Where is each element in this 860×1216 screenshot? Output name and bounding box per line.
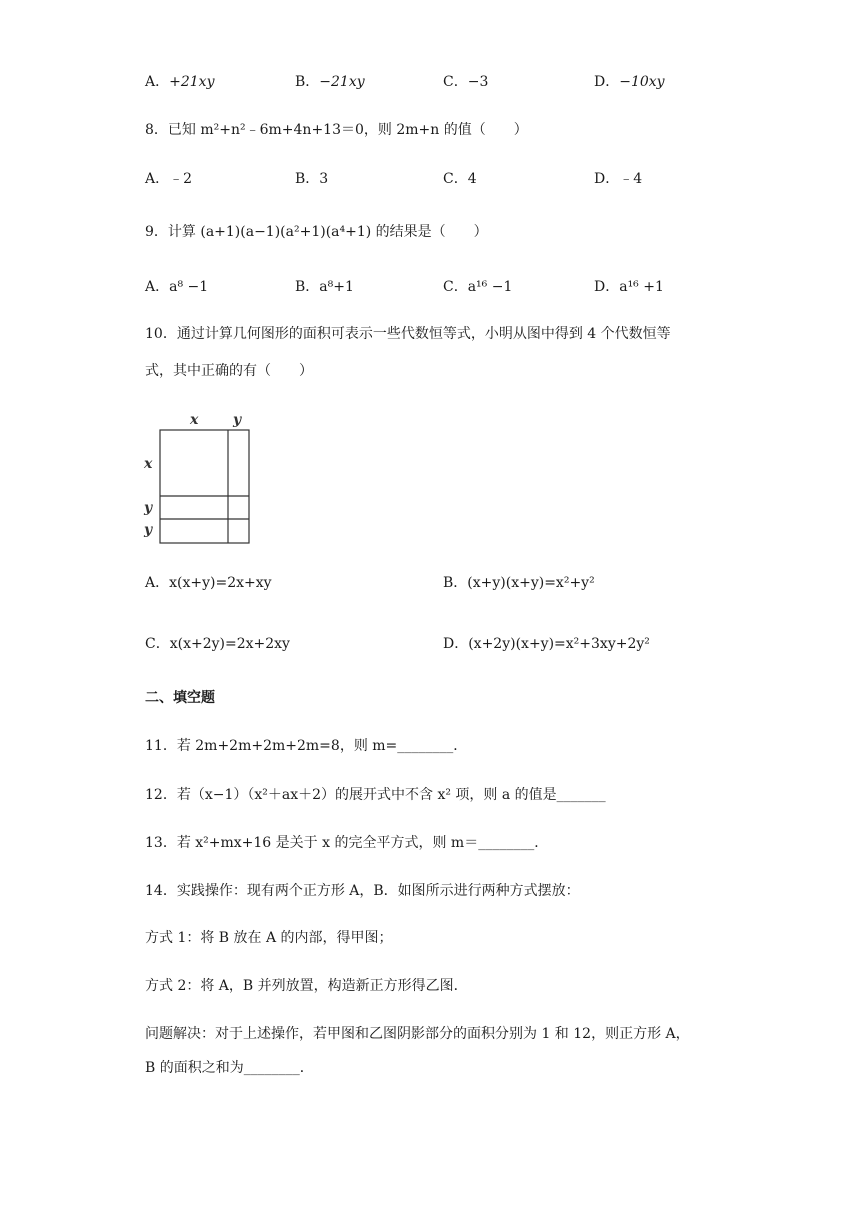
q7-option-b [295, 72, 365, 92]
q7-option-c [443, 72, 488, 92]
q10-option-b: B．(x+y)(x+y)=x²+y² [443, 575, 595, 591]
q10-option-c: C．x(x+2y)=2x+2xy [145, 636, 290, 652]
option-value: −10xy [619, 74, 665, 90]
q10-option-a: A．x(x+y)=2x+xy [145, 575, 272, 591]
q14-line4: 问题解决：对于上述操作，若甲图和乙图阴影部分的面积分别为 1 和 12，则正方形 A， [145, 1026, 690, 1042]
option-value: +21xy [169, 74, 215, 90]
section-title: 二、填空题 [145, 690, 215, 706]
q8-stem: 8．已知 m²+n²﹣6m+4n+13＝0，则 2m+n 的值（ ） [145, 122, 528, 138]
q14-line2: 方式 1：将 B 放在 A 的内部，得甲图； [145, 930, 393, 946]
option-value: −3 [467, 74, 489, 90]
figure-label-left-y2: y [144, 522, 153, 538]
q9-stem: 9．计算 (a+1)(a−1)(a²+1)(a⁴+1) 的结果是（ ） [145, 224, 488, 240]
option-value: −21xy [319, 74, 365, 90]
q7-option-d [594, 72, 665, 92]
figure-label-top-x: x [190, 412, 199, 428]
q9-option-c: C．a¹⁶ −1 [443, 279, 513, 295]
option-label: D． [594, 74, 620, 90]
q14-line1: 14．实践操作：现有两个正方形 A，B．如图所示进行两种方式摆放： [145, 883, 580, 899]
outer-rect [160, 430, 249, 543]
q12-text: 12．若（x−1）（x²＋ax＋2）的展开式中不含 x² 项，则 a 的值是_______ [145, 787, 606, 803]
q8-option-a: A．﹣2 [145, 171, 193, 187]
q9-option-d: D．a¹⁶ +1 [594, 279, 664, 295]
q8-option-c: C．4 [443, 171, 477, 187]
q9-option-a: A．a⁸ −1 [145, 279, 209, 295]
q8-option-d: D．﹣4 [594, 171, 643, 187]
figure-label-top-y: y [233, 412, 242, 428]
option-label: C． [443, 74, 468, 90]
q10-option-d: D．(x+2y)(x+y)=x²+3xy+2y² [443, 636, 650, 652]
q7-option-a [145, 72, 214, 92]
q9-option-b: B．a⁸+1 [295, 279, 354, 295]
figure-label-left-y1: y [144, 500, 153, 516]
q10-stem-line2: 式，其中正确的有（ ） [145, 363, 313, 379]
figure-label-left-x: x [144, 456, 153, 472]
option-label: A． [145, 74, 170, 90]
q10-stem-line1: 10．通过计算几何图形的面积可表示一些代数恒等式，小明从图中得到 4 个代数恒等 [145, 326, 671, 342]
q14-line5: B 的面积之和为________． [145, 1060, 314, 1076]
area-diagram [140, 408, 260, 548]
q10-area-figure [140, 408, 260, 548]
q11-text: 11．若 2m+2m+2m+2m=8，则 m=________． [145, 738, 468, 754]
q8-option-b: B．3 [295, 171, 329, 187]
option-label: B． [295, 74, 320, 90]
q13-text: 13．若 x²+mx+16 是关于 x 的完全平方式，则 m＝________． [145, 835, 549, 851]
q14-line3: 方式 2：将 A，B 并列放置，构造新正方形得乙图． [145, 978, 468, 994]
